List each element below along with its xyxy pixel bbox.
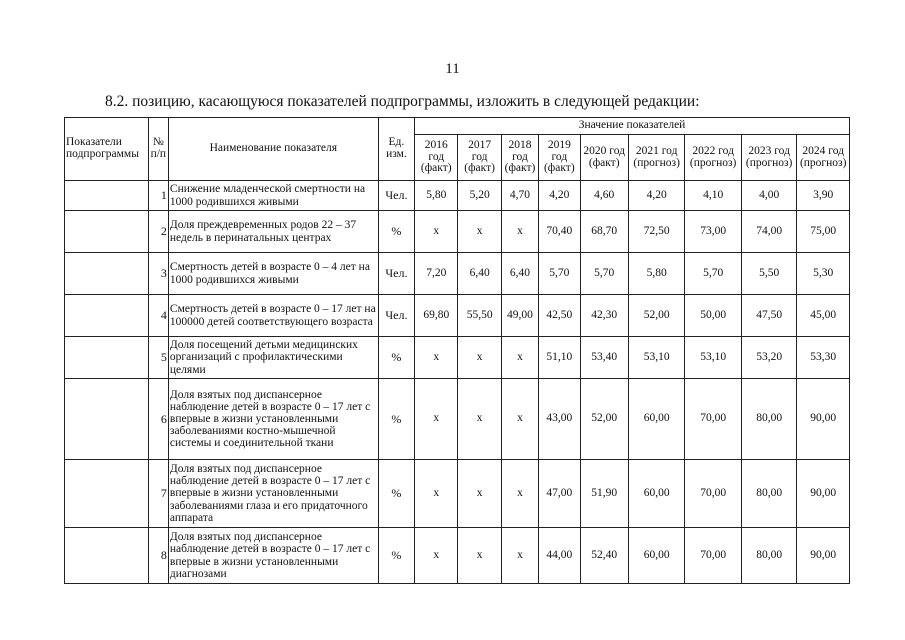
table-row — [65, 181, 850, 211]
indicator-value: 60,00 — [628, 460, 684, 528]
header-year: 2016 год (факт) — [415, 135, 458, 181]
indicator-value: 53,40 — [580, 337, 628, 379]
indicator-value: х — [415, 460, 458, 528]
indicator-value: х — [415, 528, 458, 584]
indicator-name: Смертность детей в возрасте 0 – 4 лет на 1000 родившихся живыми — [168, 253, 378, 295]
indicator-value: х — [501, 211, 538, 253]
row-number: 6 — [148, 379, 168, 460]
header-values: Значение показателей — [415, 118, 850, 135]
indicator-value: 60,00 — [628, 528, 684, 584]
indicator-value: 51,90 — [580, 460, 628, 528]
indicator-value: 70,00 — [685, 379, 741, 460]
indicator-unit: % — [378, 528, 414, 584]
indicator-value: 53,10 — [685, 337, 741, 379]
indicator-value: 6,40 — [458, 253, 501, 295]
indicator-value: 69,80 — [415, 295, 458, 337]
indicator-value: 74,00 — [741, 211, 796, 253]
indicator-value: 7,20 — [415, 253, 458, 295]
header-subprogram: Показатели подпрограммы — [65, 118, 149, 181]
indicator-value: 80,00 — [741, 379, 796, 460]
indicator-unit: Чел. — [378, 253, 414, 295]
table-row — [65, 253, 850, 295]
indicator-value: 90,00 — [797, 528, 850, 584]
header-year: 2020 год (факт) — [580, 135, 628, 181]
indicator-value: 80,00 — [741, 460, 796, 528]
indicator-name: Смертность детей в возрасте 0 – 17 лет на 100000 детей соответствующего возраста — [168, 295, 378, 337]
indicator-value: х — [415, 337, 458, 379]
indicator-value: 70,00 — [685, 460, 741, 528]
indicators-table — [64, 117, 850, 584]
indicator-value: 90,00 — [797, 379, 850, 460]
table-row — [65, 379, 850, 460]
indicator-value: 5,70 — [685, 253, 741, 295]
indicator-value: 72,50 — [628, 211, 684, 253]
subprogram-cell — [65, 379, 149, 460]
header-num: № п/п — [148, 118, 168, 181]
indicator-value: х — [458, 337, 501, 379]
indicator-value: 47,00 — [539, 460, 580, 528]
indicator-value: 90,00 — [797, 460, 850, 528]
row-number: 5 — [148, 337, 168, 379]
indicator-value: 53,10 — [628, 337, 684, 379]
subprogram-cell — [65, 211, 149, 253]
indicator-value: 43,00 — [539, 379, 580, 460]
row-number: 2 — [148, 211, 168, 253]
row-number: 3 — [148, 253, 168, 295]
table-row — [65, 337, 850, 379]
header-year: 2021 год (прогноз) — [628, 135, 684, 181]
table-row — [65, 211, 850, 253]
header-year: 2022 год (прогноз) — [685, 135, 741, 181]
row-number: 7 — [148, 460, 168, 528]
indicator-value: 5,80 — [415, 181, 458, 211]
indicator-name: Доля взятых под диспансерное наблюдение детей в возрасте 0 – 17 лет с впервые в жизни установленными диагнозами — [168, 528, 378, 584]
row-number: 4 — [148, 295, 168, 337]
table-row — [65, 460, 850, 528]
indicator-value: 4,10 — [685, 181, 741, 211]
indicator-name: Доля взятых под диспансерное наблюдение детей в возрасте 0 – 17 лет с впервые в жизни установленными заболеваниями глаза и его придаточного аппарата — [168, 460, 378, 528]
indicator-value: 51,10 — [539, 337, 580, 379]
indicator-value: 42,50 — [539, 295, 580, 337]
indicator-value: 52,00 — [628, 295, 684, 337]
row-number: 8 — [148, 528, 168, 584]
indicator-unit: % — [378, 211, 414, 253]
indicator-value: 42,30 — [580, 295, 628, 337]
indicator-value: 70,00 — [685, 528, 741, 584]
indicator-unit: % — [378, 460, 414, 528]
subprogram-cell — [65, 295, 149, 337]
indicator-value: 5,20 — [458, 181, 501, 211]
indicator-value: 68,70 — [580, 211, 628, 253]
header-unit: Ед. изм. — [378, 118, 414, 181]
indicator-value: 5,30 — [797, 253, 850, 295]
indicator-value: х — [415, 211, 458, 253]
page-number: 11 — [445, 61, 460, 77]
indicator-value: 53,20 — [741, 337, 796, 379]
indicator-value: 73,00 — [685, 211, 741, 253]
indicator-value: х — [415, 379, 458, 460]
indicator-value: 80,00 — [741, 528, 796, 584]
indicator-value: х — [458, 460, 501, 528]
indicator-value: 49,00 — [501, 295, 538, 337]
row-number: 1 — [148, 181, 168, 211]
subprogram-cell — [65, 460, 149, 528]
indicator-value: х — [501, 379, 538, 460]
intro-text: 8.2. позицию, касающуюся показателей подпрограммы, изложить в следующей редакции: — [105, 93, 700, 110]
indicator-value: 3,90 — [797, 181, 850, 211]
table-row — [65, 528, 850, 584]
table-row — [65, 295, 850, 337]
header-year: 2017 год (факт) — [458, 135, 501, 181]
indicator-value: 60,00 — [628, 379, 684, 460]
indicator-value: х — [458, 528, 501, 584]
indicator-value: 53,30 — [797, 337, 850, 379]
indicator-unit: Чел. — [378, 295, 414, 337]
indicator-value: 5,70 — [580, 253, 628, 295]
header-name: Наименование показателя — [168, 118, 378, 181]
indicator-value: х — [458, 379, 501, 460]
indicator-unit: % — [378, 379, 414, 460]
indicator-value: 4,20 — [539, 181, 580, 211]
indicator-value: 75,00 — [797, 211, 850, 253]
indicator-value: 44,00 — [539, 528, 580, 584]
indicator-value: 45,00 — [797, 295, 850, 337]
indicator-value: 47,50 — [741, 295, 796, 337]
indicator-value: х — [501, 460, 538, 528]
subprogram-cell — [65, 528, 149, 584]
indicator-value: 5,70 — [539, 253, 580, 295]
header-year: 2023 год (прогноз) — [741, 135, 796, 181]
indicator-value: 5,50 — [741, 253, 796, 295]
indicator-value: 70,40 — [539, 211, 580, 253]
indicator-name: Доля преждевременных родов 22 – 37 недель в перинатальных центрах — [168, 211, 378, 253]
subprogram-cell — [65, 337, 149, 379]
indicator-value: 6,40 — [501, 253, 538, 295]
indicator-value: х — [501, 528, 538, 584]
indicator-value: 55,50 — [458, 295, 501, 337]
indicator-value: х — [501, 337, 538, 379]
indicator-name: Снижение младенческой смертности на 1000 родившихся живыми — [168, 181, 378, 211]
indicator-name: Доля взятых под диспансерное наблюдение детей в возрасте 0 – 17 лет с впервые в жизни установленными заболеваниями костно-мышечной системы и соединительной ткани — [168, 379, 378, 460]
header-year: 2019 год (факт) — [539, 135, 580, 181]
indicator-unit: Чел. — [378, 181, 414, 211]
indicator-value: 50,00 — [685, 295, 741, 337]
subprogram-cell — [65, 181, 149, 211]
indicator-value: 4,70 — [501, 181, 538, 211]
indicator-value: х — [458, 211, 501, 253]
indicator-name: Доля посещений детьми медицинских организаций с профилактическими целями — [168, 337, 378, 379]
indicator-value: 4,20 — [628, 181, 684, 211]
indicator-value: 52,00 — [580, 379, 628, 460]
header-year: 2018 год (факт) — [501, 135, 538, 181]
subprogram-cell — [65, 253, 149, 295]
indicator-unit: % — [378, 337, 414, 379]
header-year: 2024 год (прогноз) — [797, 135, 850, 181]
indicator-value: 5,80 — [628, 253, 684, 295]
indicator-value: 52,40 — [580, 528, 628, 584]
indicator-value: 4,00 — [741, 181, 796, 211]
indicator-value: 4,60 — [580, 181, 628, 211]
